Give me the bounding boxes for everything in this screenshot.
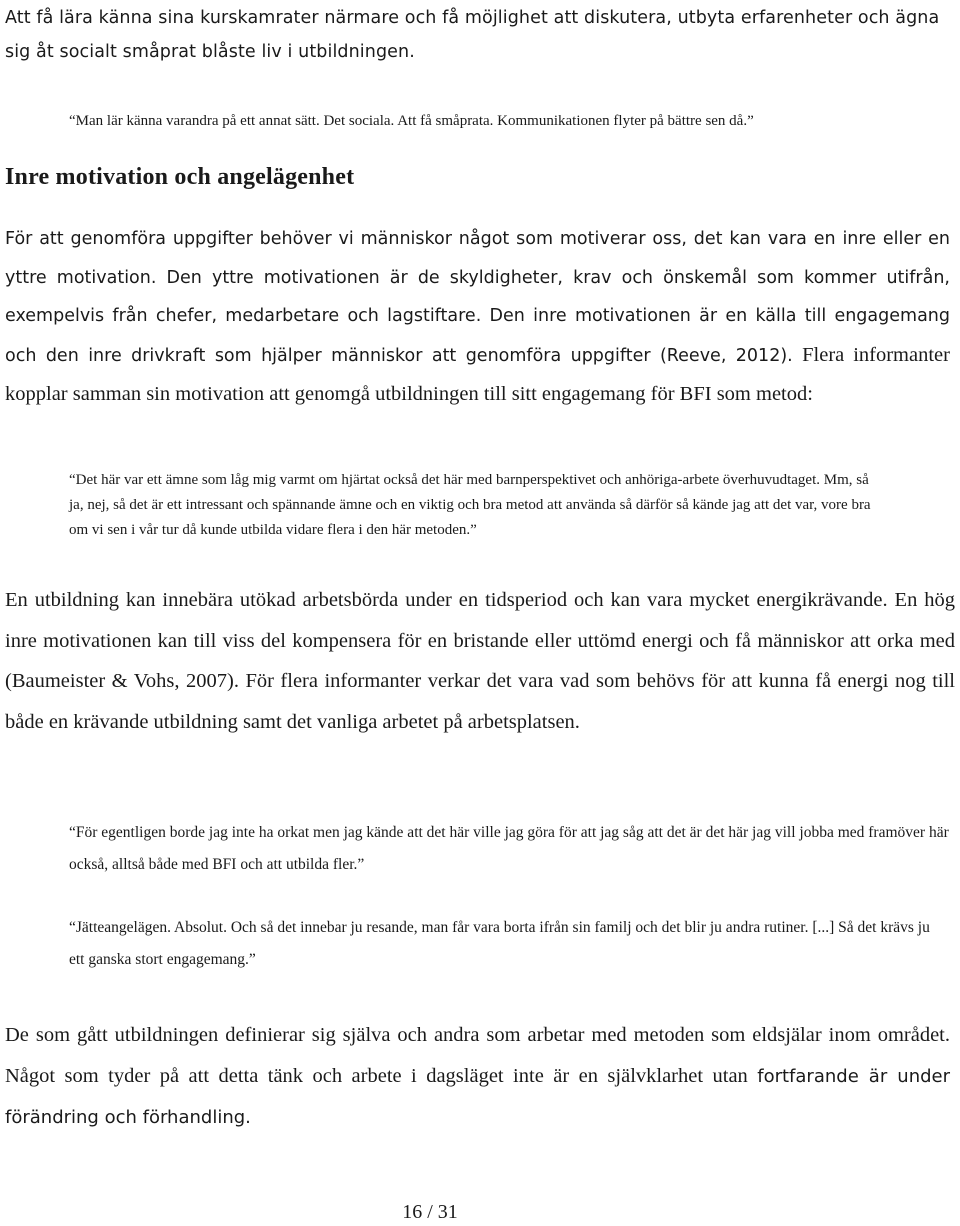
motivation-text-continued: Flera informanter kopplar samman sin motivation att genomgå utbildningen till sitt engagemang för BFI som metod: xyxy=(5,343,950,405)
interview-quote-orkat: “För egentligen borde jag inte ha orkat men jag kände att det här ville jag göra för att jag såg att det är det här jag vill jobba med framöver här också, alltså både med BFI och att utbilda fler.” xyxy=(69,824,949,873)
interview-quote-angelagen: “Jätteangelägen. Absolut. Och så det innebar ju resande, man får vara borta ifrån sin familj och det blir ju andra rutiner. [...] Så det krävs ju ett ganska stort engagemang.” xyxy=(69,919,930,968)
interview-quote-social: “Man lär känna varandra på ett annat sätt. Det sociala. Att få småprata. Kommunikationen flyter på bättre sen då.” xyxy=(69,113,754,129)
page-number: 16 / 31 xyxy=(402,1201,458,1223)
motivation-paragraph xyxy=(5,220,950,415)
quote-text: Jätteangelägen. Absolut. Och så det innebar ju resande, man får vara borta ifrån sin familj och det blir ju andra rutiner. [...] Så det krävs ju ett ganska stort engagemang. xyxy=(69,919,930,968)
quote-text: Det här var ett ämne som låg mig varmt om hjärtat också det här med barnperspektivet och anhöriga-arbete överhuvudtaget. Mm, så ja, nej, så det är ett intressant och spännande ämne och en viktig och bra metod att använda så därför så kände jag att det var, vore bra om vi sen i vår tur då kunde utbilda vidare flera i den här metoden. xyxy=(69,472,871,538)
interview-quote-amne: “Det här var ett ämne som låg mig varmt om hjärtat också det här med barnperspektivet och anhöriga-arbete överhuvudtaget. Mm, så ja, nej, så det är ett intressant och spännande ämne och en viktig och bra metod att använda så därför så kände jag att det var, vore bra om vi sen i vår tur då kunde utbilda vidare flera i den här metoden.” xyxy=(69,472,871,538)
motivation-text: För att genomföra uppgifter behöver vi människor något som motiverar oss, det kan vara en inre eller en yttre motivation. Den yttre motivationen är de skyldigheter, krav och önskemål som kommer utifrån, exempelvis från chefer, medarbetare och lagstiftare. Den inre motivationen är en källa till engagemang och den inre drivkraft som hjälper människor att genomföra uppgifter (Reeve, 2012). xyxy=(5,229,950,366)
intro-paragraph: Att få lära känna sina kurskamrater närmare och få möjlighet att diskutera, utbyta erfarenheter och ägna sig åt socialt småprat blåste liv i utbildningen. xyxy=(5,8,940,62)
quote-text: För egentligen borde jag inte ha orkat men jag kände att det här ville jag göra för att jag såg att det är det här jag vill jobba med framöver här också, alltså både med BFI och att utbilda fler. xyxy=(69,824,949,873)
quote-text: Man lär känna varandra på ett annat sätt. Det sociala. Att få småprata. Kommunikationen flyter på bättre sen då. xyxy=(75,113,748,129)
eldsjalar-text: De som gått utbildningen definierar sig själva och andra som arbetar med metoden som eldsjälar inom området. Något som tyder på att detta tänk och arbete i dagsläget inte är en självklarhet utan xyxy=(5,1024,950,1087)
section-heading: Inre motivation och angelägenhet xyxy=(5,164,355,190)
utbildning-paragraph: En utbildning kan innebära utökad arbetsbörda under en tidsperiod och kan vara mycket energikrävande. En hög inre motivationen kan till viss del kompensera för en bristande eller uttömd energi och få människor att orka med (Baumeister & Vohs, 2007). För flera informanter verkar det vara vad som behövs för att kunna få energi nog till både en krävande utbildning samt det vanliga arbetet på arbetsplatsen. xyxy=(5,589,955,733)
eldsjalar-text-continued: fortfarande är under förändring och förhandling. xyxy=(5,1065,950,1128)
eldsjalar-paragraph xyxy=(5,1015,950,1139)
